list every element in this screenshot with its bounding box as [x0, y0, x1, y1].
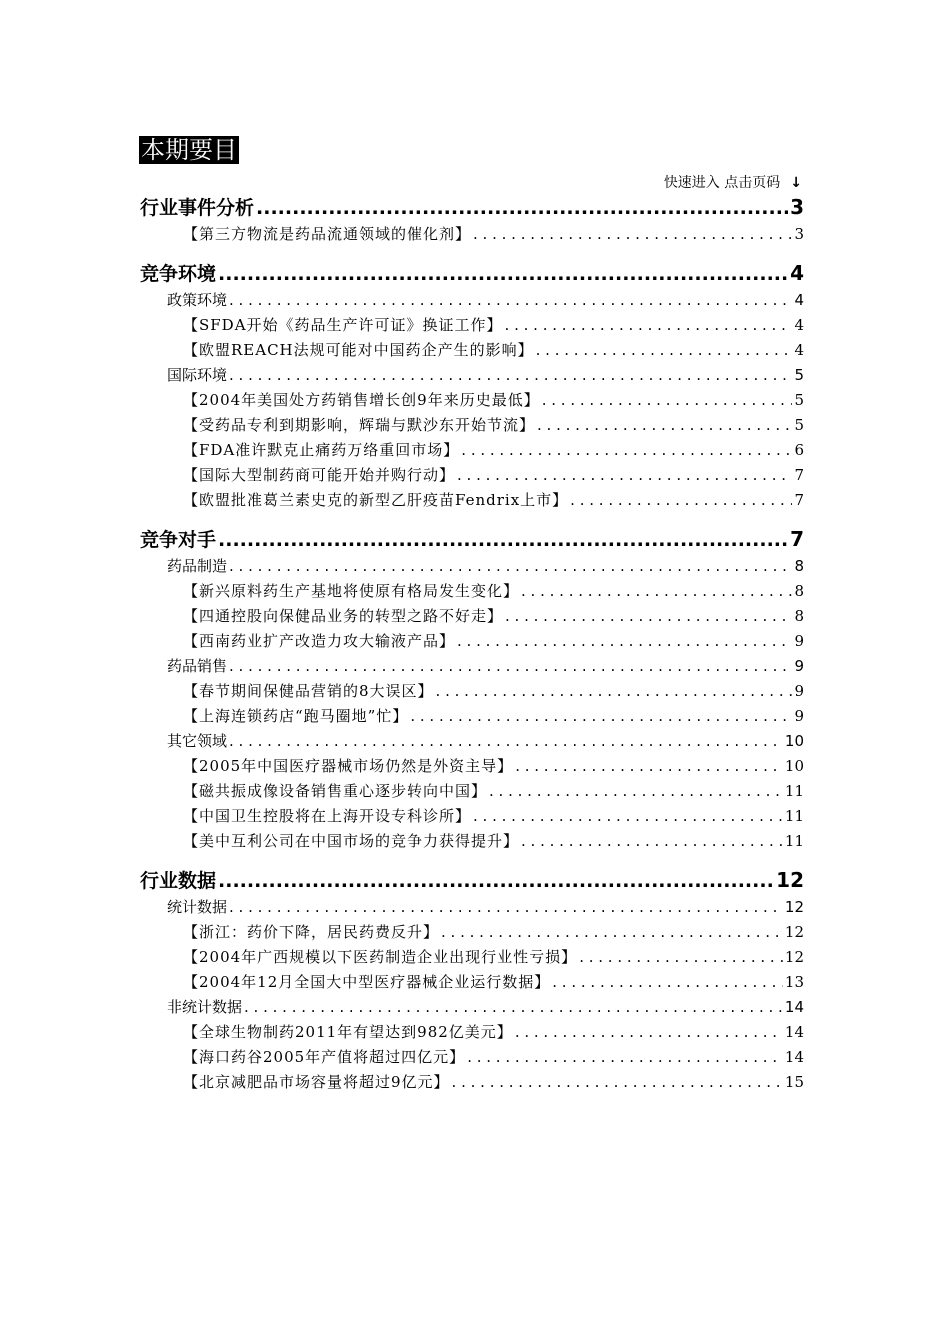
- toc-page-number-link[interactable]: 6: [794, 441, 804, 459]
- toc-page-number-link[interactable]: 4: [794, 341, 804, 359]
- toc-subsection[interactable]: [140, 895, 804, 920]
- toc-entry[interactable]: [140, 388, 804, 413]
- toc-entry[interactable]: [140, 920, 804, 945]
- toc-entry-title[interactable]: 【2004年广西规模以下医药制造企业出现行业性亏损】: [183, 948, 578, 966]
- dot-leader: [256, 194, 788, 222]
- toc-subsection[interactable]: [140, 363, 804, 388]
- toc-entry[interactable]: [140, 829, 804, 854]
- toc-subsection[interactable]: [140, 288, 804, 313]
- dot-leader: [467, 1045, 783, 1070]
- dot-leader: [229, 288, 792, 313]
- toc-subsection[interactable]: [140, 729, 804, 754]
- toc-page-number-link[interactable]: 12: [776, 868, 804, 892]
- toc-page-number-link[interactable]: 8: [794, 607, 804, 625]
- toc-section[interactable]: [140, 866, 804, 895]
- dot-leader: [515, 754, 783, 779]
- toc-entry-title[interactable]: 【四通控股向保健品业务的转型之路不好走】: [183, 607, 504, 625]
- dot-leader: [218, 867, 774, 895]
- toc-entry[interactable]: [140, 413, 804, 438]
- toc-entry[interactable]: [140, 313, 804, 338]
- toc-entry[interactable]: [140, 754, 804, 779]
- toc-entry-title[interactable]: 【美中互利公司在中国市场的竞争力获得提升】: [183, 832, 520, 850]
- toc-entry-title[interactable]: 【北京减肥品市场容量将超过9亿元】: [183, 1073, 450, 1091]
- toc-entry[interactable]: [140, 438, 804, 463]
- dot-leader: [489, 779, 783, 804]
- toc-page-number-link[interactable]: 8: [794, 557, 804, 575]
- toc-entry-title[interactable]: 【欧盟REACH法规可能对中国药企产生的影响】: [183, 341, 534, 359]
- toc-entry-title[interactable]: 政策环境: [167, 291, 228, 309]
- dot-leader: [229, 363, 792, 388]
- quick-nav-hint: [664, 173, 802, 193]
- dot-leader: [521, 579, 792, 604]
- toc-section[interactable]: [140, 259, 804, 288]
- page-title: 本期要目: [141, 136, 237, 164]
- toc-page-number-link[interactable]: 7: [794, 466, 804, 484]
- toc-page-number-link[interactable]: 12: [784, 898, 804, 916]
- toc-entry-title[interactable]: 【欧盟批准葛兰素史克的新型乙肝疫苗Fendrix上市】: [183, 491, 569, 509]
- dot-leader: [461, 438, 792, 463]
- table-of-contents: [140, 193, 804, 1095]
- toc-entry-title[interactable]: 【2004年美国处方药销售增长创9年来历史最低】: [183, 391, 540, 409]
- toc-entry-title[interactable]: 其它领域: [167, 732, 228, 750]
- toc-entry-title[interactable]: 统计数据: [167, 898, 228, 916]
- toc-page-number-link[interactable]: 11: [784, 782, 804, 800]
- dot-leader: [218, 526, 788, 554]
- section-gap: [140, 247, 804, 259]
- toc-page-number-link[interactable]: 9: [794, 682, 804, 700]
- toc-subsection[interactable]: [140, 654, 804, 679]
- toc-entry-title[interactable]: 药品销售: [167, 657, 228, 675]
- dot-leader: [229, 554, 792, 579]
- toc-subsection[interactable]: [140, 554, 804, 579]
- toc-entry-title[interactable]: 【西南药业扩产改造力攻大输液产品】: [183, 632, 456, 650]
- section-gap: [140, 513, 804, 525]
- toc-page-number-link[interactable]: 9: [794, 632, 804, 650]
- toc-page-number-link[interactable]: 5: [794, 366, 804, 384]
- toc-subsection[interactable]: [140, 995, 804, 1020]
- toc-entry-title[interactable]: 行业事件分析: [140, 197, 255, 219]
- toc-entry-title[interactable]: 药品制造: [167, 557, 228, 575]
- toc-entry[interactable]: [140, 1070, 804, 1095]
- toc-entry[interactable]: [140, 779, 804, 804]
- toc-page-number-link[interactable]: 4: [794, 316, 804, 334]
- dot-leader: [229, 729, 783, 754]
- toc-entry[interactable]: [140, 1045, 804, 1070]
- toc-entry[interactable]: [140, 463, 804, 488]
- toc-entry[interactable]: [140, 679, 804, 704]
- toc-entry-title[interactable]: 非统计数据: [167, 998, 243, 1016]
- dot-leader: [542, 388, 793, 413]
- toc-page-number-link[interactable]: 14: [784, 1048, 804, 1066]
- toc-entry-title[interactable]: 【受药品专利到期影响，辉瑞与默沙东开始节流】: [183, 416, 536, 434]
- toc-entry[interactable]: [140, 945, 804, 970]
- dot-leader: [579, 945, 783, 970]
- toc-entry[interactable]: [140, 629, 804, 654]
- dot-leader: [457, 629, 792, 654]
- toc-page-number-link[interactable]: 10: [784, 732, 804, 750]
- toc-section[interactable]: [140, 193, 804, 222]
- toc-page-number-link[interactable]: 11: [784, 832, 804, 850]
- toc-entry-title[interactable]: 【中国卫生控股将在上海开设专科诊所】: [183, 807, 472, 825]
- toc-entry[interactable]: [140, 488, 804, 513]
- dot-leader: [473, 222, 792, 247]
- dot-leader: [536, 338, 793, 363]
- toc-entry[interactable]: [140, 579, 804, 604]
- dot-leader: [229, 654, 792, 679]
- toc-entry-title[interactable]: 【新兴原料药生产基地将使原有格局发生变化】: [183, 582, 520, 600]
- toc-entry-title[interactable]: 【海口药谷2005年产值将超过四亿元】: [183, 1048, 466, 1066]
- toc-page-number-link[interactable]: 14: [784, 998, 804, 1016]
- toc-page-number-link[interactable]: 12: [784, 948, 804, 966]
- toc-section[interactable]: [140, 525, 804, 554]
- toc-entry-title[interactable]: 【2005年中国医疗器械市场仍然是外资主导】: [183, 757, 514, 775]
- dot-leader: [452, 1070, 783, 1095]
- toc-page-number-link[interactable]: 8: [794, 582, 804, 600]
- toc-entry-title[interactable]: 竞争环境: [140, 263, 217, 285]
- toc-page-number-link[interactable]: 9: [794, 707, 804, 725]
- arrow-down-icon: ↓: [790, 175, 802, 191]
- dot-leader: [436, 679, 793, 704]
- dot-leader: [552, 970, 783, 995]
- toc-page-number-link[interactable]: 4: [790, 261, 804, 285]
- toc-page-number-link[interactable]: 3: [794, 225, 804, 243]
- toc-entry[interactable]: [140, 1020, 804, 1045]
- toc-page-number-link[interactable]: 11: [784, 807, 804, 825]
- toc-entry-title[interactable]: 【磁共振成像设备销售重心逐步转向中国】: [183, 782, 488, 800]
- quick-nav-label: 快速进入 点击页码: [663, 175, 781, 191]
- toc-entry[interactable]: [140, 804, 804, 829]
- dot-leader: [505, 604, 792, 629]
- toc-entry-title[interactable]: 【春节期间保健品营销的8大误区】: [183, 682, 434, 700]
- toc-page-number-link[interactable]: 14: [784, 1023, 804, 1041]
- toc-page-number-link[interactable]: 10: [784, 757, 804, 775]
- toc-entry[interactable]: [140, 604, 804, 629]
- toc-page-number-link[interactable]: 15: [784, 1073, 804, 1091]
- toc-entry-title[interactable]: 【浙江：药价下降，居民药费反升】: [183, 923, 440, 941]
- dot-leader: [457, 463, 792, 488]
- toc-page-number-link[interactable]: 13: [784, 973, 804, 991]
- dot-leader: [441, 920, 783, 945]
- toc-page-number-link[interactable]: 7: [790, 527, 804, 551]
- dot-leader: [410, 704, 792, 729]
- toc-entry[interactable]: [140, 704, 804, 729]
- toc-entry-title[interactable]: 【2004年12月全国大中型医疗器械企业运行数据】: [183, 973, 551, 991]
- dot-leader: [218, 260, 788, 288]
- toc-page-number-link[interactable]: 5: [794, 391, 804, 409]
- toc-page-number-link[interactable]: 4: [794, 291, 804, 309]
- toc-page-number-link[interactable]: 9: [794, 657, 804, 675]
- dot-leader: [244, 995, 783, 1020]
- toc-entry-title[interactable]: 【SFDA开始《药品生产许可证》换证工作】: [183, 316, 503, 334]
- toc-page-number-link[interactable]: 12: [784, 923, 804, 941]
- dot-leader: [229, 895, 783, 920]
- toc-entry-title[interactable]: 行业数据: [140, 870, 217, 892]
- toc-entry[interactable]: [140, 970, 804, 995]
- toc-entry-title[interactable]: 【全球生物制药2011年有望达到982亿美元】: [183, 1023, 513, 1041]
- toc-page-number-link[interactable]: 3: [790, 195, 804, 219]
- dot-leader: [537, 413, 792, 438]
- toc-entry[interactable]: [140, 338, 804, 363]
- toc-entry-title[interactable]: 国际环境: [167, 366, 228, 384]
- toc-page-number-link[interactable]: 5: [794, 416, 804, 434]
- toc-entry[interactable]: [140, 222, 804, 247]
- dot-leader: [473, 804, 783, 829]
- section-gap: [140, 854, 804, 866]
- toc-entry-title[interactable]: 【FDA准许默克止痛药万络重回市场】: [183, 441, 460, 459]
- dot-leader: [521, 829, 783, 854]
- toc-page-number-link[interactable]: 7: [794, 491, 804, 509]
- dot-leader: [515, 1020, 783, 1045]
- toc-entry-title[interactable]: 【国际大型制药商可能开始并购行动】: [183, 466, 456, 484]
- toc-entry-title[interactable]: 【第三方物流是药品流通领域的催化剂】: [183, 225, 472, 243]
- dot-leader: [570, 488, 792, 513]
- dot-leader: [505, 313, 793, 338]
- toc-entry-title[interactable]: 竞争对手: [140, 529, 217, 551]
- toc-entry-title[interactable]: 【上海连锁药店“跑马圈地”忙】: [183, 707, 409, 725]
